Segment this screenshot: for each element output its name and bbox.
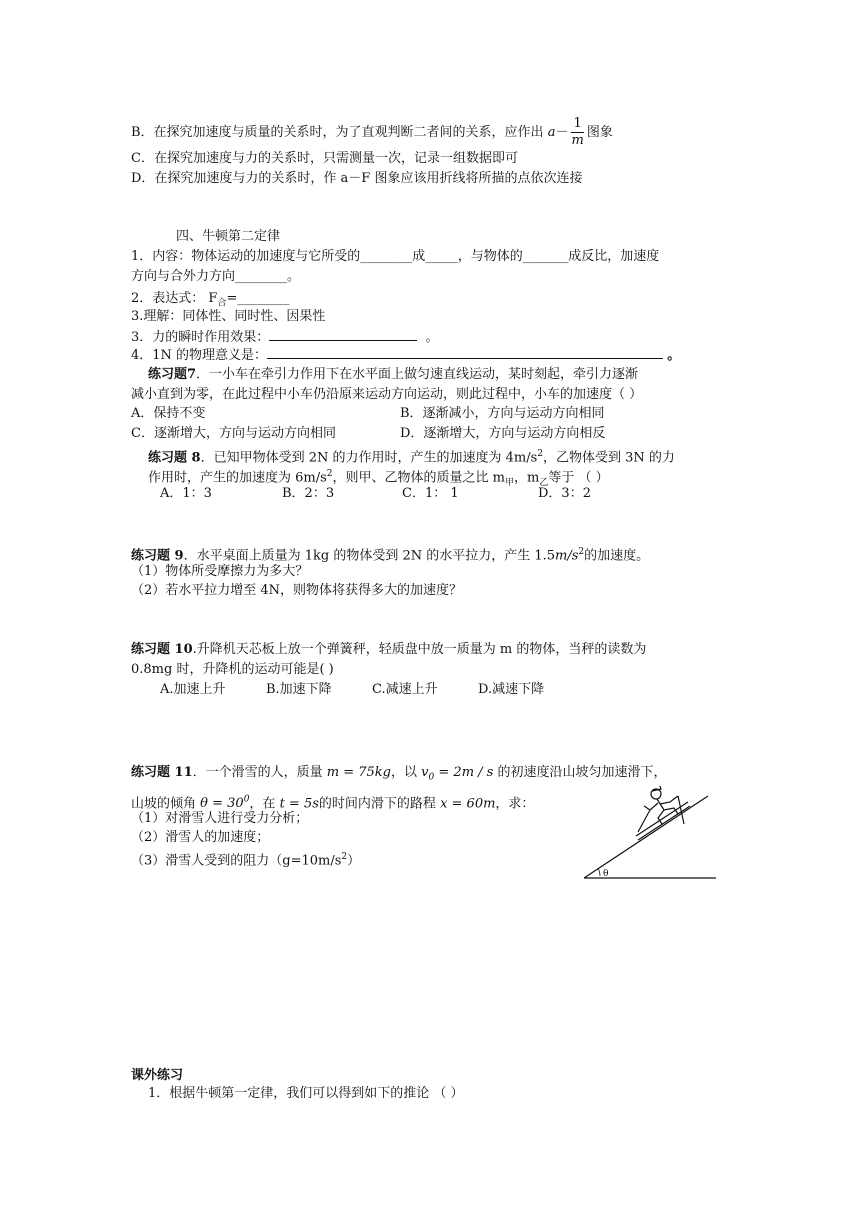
ex11-text-b2: ，在 bbox=[249, 796, 276, 812]
ex10-line-b: 0.8mg 时，升降机的运动可能是( ) bbox=[131, 662, 334, 677]
item4-text: 3．力的瞬时作用效果： bbox=[131, 330, 270, 345]
item1-line-a: 1．内容：物体运动的加速度与它所受的________成_____，与物体的_______成反比，加速度 bbox=[131, 249, 660, 264]
angle-theta-label: θ bbox=[603, 869, 609, 879]
ex8-sub-jia: 甲 bbox=[505, 477, 515, 488]
ex8-sup-a: 2 bbox=[537, 449, 544, 459]
ex11-q3-sup: 2 bbox=[341, 852, 348, 862]
item2-post: =________ bbox=[226, 291, 290, 306]
ex10-line-a bbox=[131, 641, 646, 659]
option-b-line bbox=[131, 116, 613, 149]
item5-blank bbox=[267, 346, 663, 359]
ex11-text-b4: ，求： bbox=[495, 796, 535, 812]
ex10-option-d: D.减速下降 bbox=[478, 682, 545, 697]
ex7-line-a bbox=[148, 366, 638, 384]
ex9-text: ．水平桌面上质量为 1kg 的物体受到 2N 的水平拉力，产生 1.5 bbox=[183, 548, 556, 564]
item2-prefix: 2．表达式： F bbox=[131, 291, 218, 306]
option-b-a: a bbox=[547, 125, 556, 140]
ex9-sup: 2 bbox=[578, 547, 585, 557]
ex8-option-b: B．2：3 bbox=[282, 486, 335, 501]
ex8-text-b: 作用时，产生的加速度为 6m/s bbox=[148, 470, 327, 486]
ex8-text-b2: ，则甲、乙物体的质量之比 m bbox=[332, 470, 505, 486]
ex8-text-b3: ，m bbox=[514, 470, 540, 486]
option-c-line: C．在探究加速度与力的关系时，只需测量一次，记录一组数据即可 bbox=[131, 151, 518, 166]
ex7-option-c: C．逐渐增大，方向与运动方向相同 bbox=[131, 426, 336, 441]
ex11-q3-text: （3）滑雪人受到的阻力（g=10m/s bbox=[131, 853, 342, 869]
option-b-suffix: 图象 bbox=[586, 125, 613, 140]
ex11-velocity bbox=[421, 765, 494, 783]
skier-icon bbox=[636, 786, 690, 840]
fraction-denominator: m bbox=[571, 133, 584, 148]
ex11-q3-end: ） bbox=[347, 853, 361, 869]
ex9-line bbox=[131, 543, 649, 565]
ex10-text-a: .升降机天芯板上放一个弹簧秤，轻质盘中放一质量为 m 的物体，当秤的读数为 bbox=[192, 642, 647, 657]
ex8-text-b4: 等于 （ ） bbox=[548, 470, 609, 486]
ex9-unit: m/s bbox=[555, 548, 579, 564]
ex8-line-a bbox=[148, 445, 675, 467]
ex10-option-b: B.加速下降 bbox=[266, 682, 332, 697]
ex11-q3 bbox=[131, 848, 360, 870]
ex11-v-value: = 2m / s bbox=[434, 765, 494, 780]
ex11-distance: x = 60m bbox=[440, 796, 496, 812]
ex11-q2: （2）滑雪人的加速度； bbox=[131, 830, 270, 845]
item5-end: 。 bbox=[667, 348, 681, 363]
ex11-q1: （1）对滑雪人进行受力分析； bbox=[131, 811, 309, 826]
ex11-text-b3: 的时间内滑下的路程 bbox=[318, 796, 436, 812]
ex9-label: 练习题 9 bbox=[131, 548, 184, 564]
fraction-1-over-m bbox=[571, 116, 583, 149]
ex8-option-a: A．1：3 bbox=[160, 486, 212, 501]
fraction-numerator: 1 bbox=[571, 116, 583, 133]
ex11-text-a3: 的初速度沿山坡匀加速滑下， bbox=[497, 765, 667, 780]
item4-blank bbox=[269, 328, 417, 341]
ex8-option-d: D．3：2 bbox=[538, 486, 591, 501]
extra-practice-title: 课外练习 bbox=[131, 1068, 184, 1083]
ex8-option-c: C．1： 1 bbox=[402, 486, 459, 501]
ex7-label: 练习题7 bbox=[148, 367, 197, 382]
option-b-text: B．在探究加速度与质量的关系时，为了直观判断二者间的关系，应作出 bbox=[131, 125, 544, 140]
ex9-q1: （1）物体所受摩擦力为多大？ bbox=[131, 564, 309, 579]
ex11-text-a1: ．一个滑雪的人，质量 bbox=[192, 765, 323, 780]
ex8-text-a: ．已知甲物体受到 2N 的力作用时，产生的加速度为 4m/s bbox=[200, 450, 538, 466]
extra-q1: 1．根据牛顿第一定律，我们可以得到如下的推论 （ ） bbox=[148, 1086, 464, 1101]
item5-line bbox=[131, 346, 680, 365]
ex7-text-a: ．一小车在牵引力作用下在水平面上做匀速直线运动，某时刻起，牵引力逐渐 bbox=[196, 367, 639, 382]
option-b-dash: － bbox=[555, 125, 569, 140]
ex11-theta: θ = 30 bbox=[200, 796, 244, 812]
ex11-label: 练习题 11 bbox=[131, 765, 193, 780]
ex7-option-d: D．逐渐增大，方向与运动方向相反 bbox=[400, 426, 606, 441]
option-d-line: D．在探究加速度与力的关系时，作 a－F 图象应该用折线将所描的点依次连接 bbox=[131, 171, 583, 186]
ex8-text-a2: ，乙物体受到 3N 的力 bbox=[543, 450, 675, 466]
ex7-option-a: A．保持不变 bbox=[131, 406, 206, 421]
item4-end: 。 bbox=[425, 330, 439, 345]
ex8-sub-yi: 乙 bbox=[539, 477, 549, 488]
ex11-text-a2: ，以 bbox=[391, 765, 418, 780]
ex9-text-end: 的加速度。 bbox=[584, 548, 650, 564]
ex7-option-b: B．逐渐减小，方向与运动方向相同 bbox=[400, 406, 605, 421]
ex11-mass: m = 75kg bbox=[326, 765, 392, 780]
item4-line bbox=[131, 328, 439, 347]
ex7-line-b: 减小直到为零，在此过程中小车仍沿原来运动方向运动，则此过程中，小车的加速度（ ） bbox=[131, 387, 643, 402]
item2-sub: 合 bbox=[217, 298, 227, 309]
ex9-q2: （2）若水平拉力增至 4N，则物体将获得多大的加速度？ bbox=[131, 583, 463, 598]
ex10-option-a: A.加速上升 bbox=[160, 682, 226, 697]
section-title: 四、牛顿第二定律 bbox=[176, 229, 281, 244]
ex11-v-sub: 0 bbox=[428, 772, 435, 783]
ex11-theta-sup: 0 bbox=[243, 795, 250, 805]
ex10-label: 练习题 10 bbox=[131, 642, 193, 657]
ex10-option-c: C.减速上升 bbox=[372, 682, 438, 697]
item5-text: 4．1N 的物理意义是： bbox=[131, 348, 268, 363]
item1-line-b: 方向与合外力方向________。 bbox=[131, 269, 301, 284]
skier-slope-figure bbox=[578, 784, 718, 884]
ex11-v: v bbox=[421, 765, 429, 780]
ex8-label: 练习题 8 bbox=[148, 450, 201, 466]
item3-line: 3.理解：同体性、同时性、因果性 bbox=[131, 309, 326, 324]
ex11-text-b1: 山坡的倾角 bbox=[131, 796, 197, 812]
ex8-sup-b: 2 bbox=[326, 469, 333, 479]
ex11-time: t = 5s bbox=[279, 796, 319, 812]
